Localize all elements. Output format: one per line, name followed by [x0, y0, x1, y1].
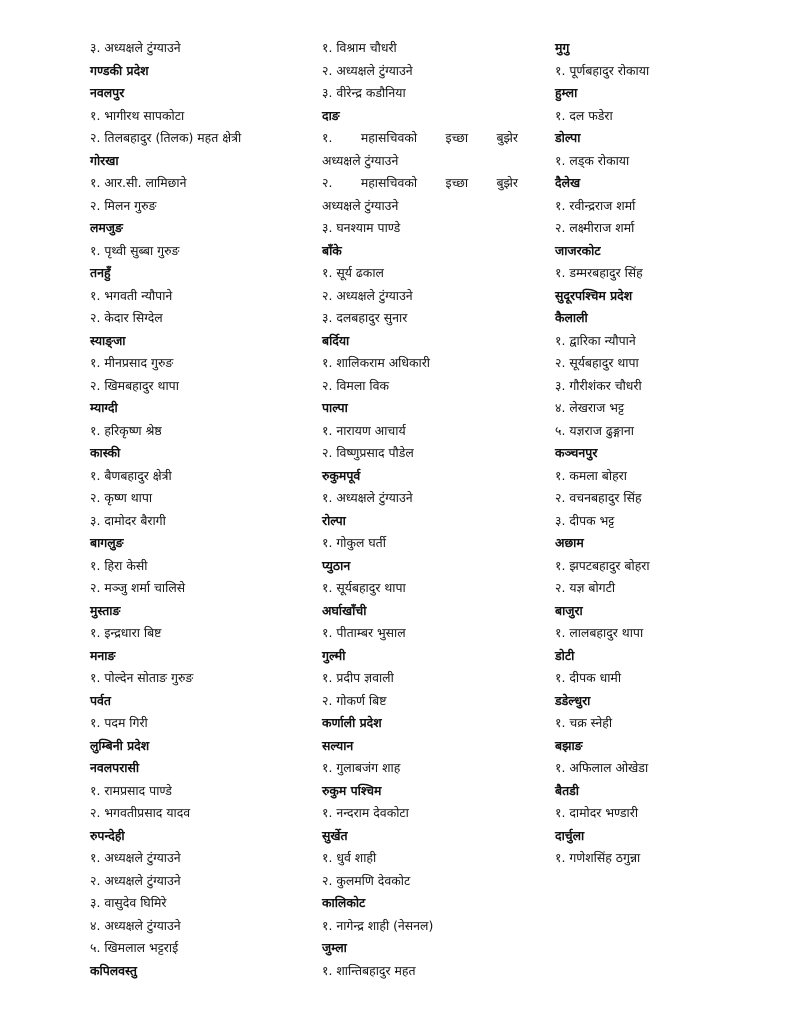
- list-item: २. खिमबहादुर थापा: [90, 377, 179, 393]
- list-item: ३. दीपक भट्ट: [555, 512, 615, 528]
- list-item: [322, 172, 518, 195]
- list-item: २. केदार सिग्देल: [90, 310, 163, 325]
- list-item: ३. वासुदेव घिमिरे: [90, 895, 167, 910]
- region-heading: प्युठान: [322, 557, 351, 573]
- list-item: १. झपटबहादुर बोहरा: [555, 557, 650, 573]
- region-heading: स्याङ्जा: [90, 332, 126, 348]
- region-heading: कालिकोट: [322, 895, 366, 910]
- list-item: २. मञ्जु शर्मा चालिसे: [90, 580, 186, 595]
- list-item: १. शालिकराम अधिकारी: [322, 355, 431, 370]
- region-heading: अछाम: [555, 535, 584, 550]
- list-item: १. डम्मरबहादुर सिंह: [555, 265, 643, 280]
- region-heading: जाजरकोट: [555, 242, 601, 258]
- list-item: १. द्वारिका न्यौपाने: [555, 332, 636, 348]
- list-item: २. यज्ञ बोगटी: [555, 580, 616, 595]
- list-item: १. बैणबहादुर क्षेत्री: [90, 467, 172, 483]
- list-item: १. भागीरथ सापकोटा: [90, 107, 185, 123]
- list-item: १. लड्क रोकाया: [555, 152, 630, 168]
- list-item: १. अध्यक्षले टुंग्याउने: [322, 490, 413, 505]
- region-heading: सुर्खेत: [322, 827, 348, 843]
- region-heading: हुम्ला: [555, 85, 578, 100]
- region-heading: बागलुङ: [90, 535, 124, 550]
- region-heading: बझाङ: [555, 737, 583, 753]
- list-item: ५. खिमलाल भट्टराई: [90, 940, 179, 955]
- region-heading: तनहुँ: [90, 265, 111, 280]
- list-item: १. गोकुल घर्ती: [322, 535, 386, 550]
- list-item: १. नन्दराम देवकोटा: [322, 805, 409, 820]
- list-item: १. गणेशसिंह ठगुन्ना: [555, 850, 641, 865]
- list-item: अध्यक्षले टुंग्याउने: [322, 197, 399, 213]
- list-item: १. नारायण आचार्य: [322, 422, 406, 438]
- list-item: १. रवीन्द्रराज शर्मा: [555, 197, 636, 213]
- list-item: ४. अध्यक्षले टुंग्याउने: [90, 917, 181, 933]
- region-heading: गुल्मी: [322, 647, 346, 663]
- region-heading: कञ्चनपुर: [555, 445, 598, 460]
- list-item: २. अध्यक्षले टुंग्याउने: [322, 287, 413, 303]
- region-heading: अर्घाखाँची: [322, 602, 367, 618]
- region-heading: मुस्ताङ: [90, 602, 121, 618]
- list-item-word: इच्छा: [445, 130, 469, 145]
- list-item: २. तिलबहादुर (तिलक) महत क्षेत्री: [90, 130, 242, 145]
- list-item: १. अफिलाल ओखेडा: [555, 760, 649, 775]
- region-heading: गण्डकी प्रदेश: [90, 62, 149, 78]
- list-item: १. भगवती न्यौपाने: [90, 287, 173, 303]
- list-item-word: महासचिवको: [360, 130, 418, 145]
- list-item-word: २.: [322, 175, 333, 190]
- list-item-word: बुझेर: [496, 175, 518, 190]
- region-heading: कर्णाली प्रदेश: [322, 715, 382, 730]
- region-heading: दाङ: [322, 107, 340, 123]
- list-item: २. कृष्ण थापा: [90, 490, 153, 505]
- region-heading: मनाङ: [90, 647, 116, 663]
- list-item: १. लालबहादुर थापा: [555, 625, 644, 640]
- region-heading: बर्दिया: [322, 332, 350, 348]
- region-heading: दार्चुला: [555, 827, 585, 843]
- list-item: २. लक्ष्मीराज शर्मा: [555, 220, 635, 235]
- list-item: १. रामप्रसाद पाण्डे: [90, 782, 172, 798]
- region-heading: जुम्ला: [322, 940, 347, 955]
- list-item-word: बुझेर: [496, 130, 518, 145]
- column-left: [90, 37, 290, 982]
- region-heading: डडेल्धुरा: [555, 692, 591, 708]
- list-item: ३. दलबहादुर सुनार: [322, 310, 408, 325]
- list-item: २. विष्णुप्रसाद पौडेल: [322, 445, 414, 460]
- column-middle: [322, 37, 518, 982]
- list-item-word: १.: [322, 130, 333, 145]
- list-item: १. प्रदीप ज्ञवाली: [322, 670, 394, 685]
- list-item-word: महासचिवको: [360, 175, 418, 190]
- region-heading: सल्यान: [322, 737, 354, 753]
- list-item: १. पोल्देन सोताङ गुरुङ: [90, 670, 194, 685]
- list-item: ५. यज्ञराज ढुङ्गाना: [555, 422, 634, 438]
- list-item: १. विश्राम चौधरी: [322, 40, 397, 55]
- region-heading: रुकुमपूर्व: [322, 467, 361, 483]
- region-heading: रुकुम पश्चिम: [322, 782, 382, 798]
- list-item: १. कमला बोहरा: [555, 467, 627, 483]
- list-item: २. विमला विक: [322, 377, 389, 393]
- list-item: १. दल फडेरा: [555, 107, 613, 123]
- list-item: ३. गौरीशंकर चौधरी: [555, 377, 642, 393]
- region-heading: कास्की: [90, 445, 121, 460]
- region-heading: बैतडी: [555, 782, 579, 798]
- list-item: १. आर.सी. लामिछाने: [90, 175, 187, 190]
- region-heading: पर्वत: [90, 692, 111, 708]
- list-item: २. गोकर्ण बिष्ट: [322, 692, 387, 708]
- region-heading: कपिलवस्तु: [90, 962, 137, 978]
- list-item: १. चक्र स्नेही: [555, 715, 613, 730]
- list-item: १. दामोदर भण्डारी: [555, 805, 639, 820]
- list-item: ३. अध्यक्षले टुंग्याउने: [90, 40, 181, 55]
- region-heading: सुदूरपश्चिम प्रदेश: [555, 287, 633, 303]
- list-item: [322, 127, 518, 150]
- region-heading: डोटी: [555, 647, 575, 663]
- region-heading: रुपन्देही: [90, 827, 125, 843]
- region-heading: बाँके: [322, 242, 342, 258]
- region-heading: लुम्बिनी प्रदेश: [90, 737, 150, 753]
- list-item: १. दीपक धामी: [555, 670, 622, 685]
- region-heading: कैलाली: [555, 310, 588, 325]
- region-heading: डोल्पा: [555, 130, 581, 145]
- list-item: १. अध्यक्षले टुंग्याउने: [90, 850, 181, 865]
- list-item: ३. वीरेन्द्र कडौनिया: [322, 85, 406, 100]
- list-item: १. नागेन्द्र शाही (नेसनल): [322, 917, 434, 933]
- list-item: २. अध्यक्षले टुंग्याउने: [90, 872, 181, 888]
- list-item: ३. दामोदर बैरागी: [90, 512, 166, 528]
- list-item: १. हरिकृष्ण श्रेष्ठ: [90, 422, 162, 438]
- column-right: [555, 37, 755, 870]
- list-item: २. भगवतीप्रसाद यादव: [90, 805, 191, 820]
- region-heading: पाल्पा: [322, 400, 348, 415]
- region-heading: गोरखा: [90, 152, 119, 168]
- region-heading: बाजुरा: [555, 602, 583, 618]
- list-item: १. पृथ्वी सुब्बा गुरुङ: [90, 242, 180, 258]
- region-heading: म्याग्दी: [90, 400, 118, 415]
- list-item: २. मिलन गुरुङ: [90, 197, 157, 213]
- list-item: २. सूर्यबहादुर थापा: [555, 355, 639, 370]
- list-item: २. कुलमणि देवकोट: [322, 872, 411, 888]
- list-item: १. गुलाबजंग शाह: [322, 760, 401, 775]
- list-item: १. हिरा केसी: [90, 557, 148, 573]
- region-heading: नवलपुर: [90, 85, 125, 100]
- list-item: ३. घनश्याम पाण्डे: [322, 220, 401, 235]
- region-heading: मुगु: [555, 40, 570, 55]
- region-heading: लमजुङ: [90, 220, 123, 235]
- list-item: १. सूर्य ढकाल: [322, 265, 384, 280]
- list-item: २. वचनबहादुर सिंह: [555, 490, 642, 505]
- list-item: १. शान्तिबहादुर महत: [322, 962, 416, 978]
- list-item: १. पदम गिरी: [90, 715, 148, 730]
- region-heading: रोल्पा: [322, 512, 346, 528]
- list-item-word: इच्छा: [445, 175, 469, 190]
- region-heading: दैलेख: [555, 175, 581, 190]
- list-item: १. सूर्यबहादुर थापा: [322, 580, 406, 595]
- list-item: १. मीनप्रसाद गुरुङ: [90, 355, 174, 370]
- list-item: ४. लेखराज भट्ट: [555, 400, 625, 415]
- list-item: १. इन्द्रधारा बिष्ट: [90, 625, 162, 640]
- list-item: २. अध्यक्षले टुंग्याउने: [322, 62, 413, 78]
- list-item: अध्यक्षले टुंग्याउने: [322, 152, 399, 168]
- list-item: १. धुर्व शाही: [322, 850, 377, 865]
- list-item: १. पीताम्बर भुसाल: [322, 625, 406, 640]
- region-heading: नवलपरासी: [90, 760, 140, 775]
- list-item: १. पूर्णबहादुर रोकाया: [555, 62, 650, 78]
